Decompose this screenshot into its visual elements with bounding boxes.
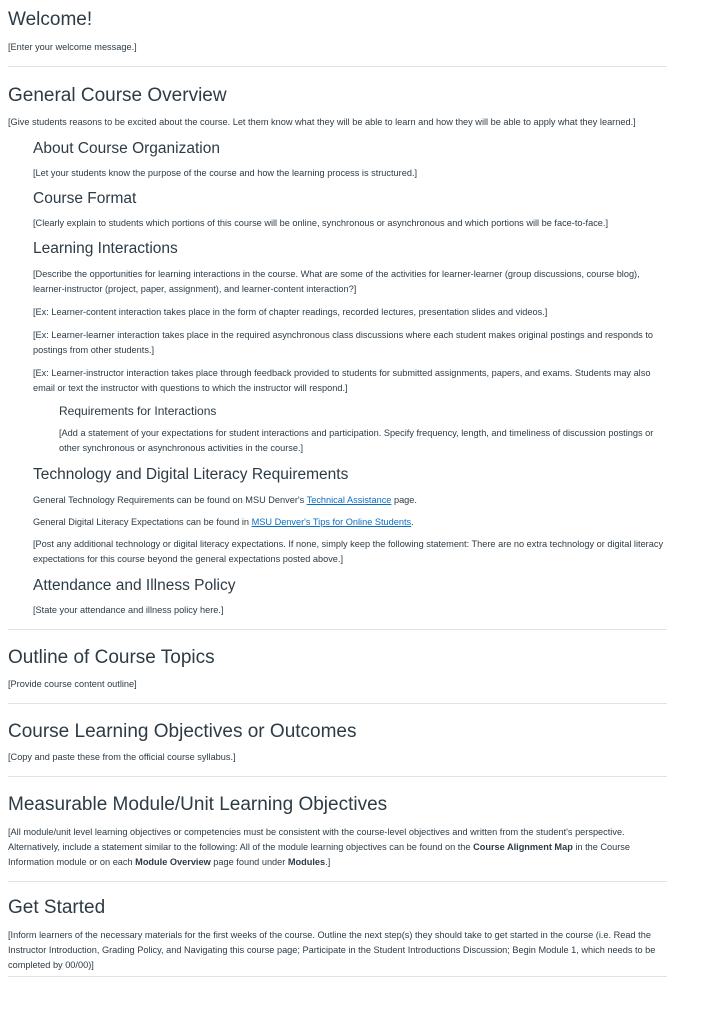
module-objectives-heading: Measurable Module/Unit Learning Objectives [8,794,388,816]
divider [8,881,667,882]
welcome-heading: Welcome! [8,9,93,30]
divider [8,66,667,67]
module-overview-text: Module Overview [135,857,211,868]
tech-requirements-prefix: General Technology Requirements can be found on MSU Denver's [33,494,307,505]
module-objectives-text-c: page found under [210,857,288,868]
module-objectives-text-a: [All module/unit level learning objectives or competencies must be consistent with the course-level objectives and written from the student's perspective. Alternatively, include a statement similar to the following: All of the module learning objectives can be found on the [8,827,625,853]
interactions-example-content: [Ex: Learner-content interaction takes place in the form of chapter readings, recorded lectures, presentation slides and videos.] [33,306,548,317]
outline-heading: Outline of Course Topics [8,646,215,668]
divider [8,776,667,777]
module-objectives-text-b: in the Course Information module or on each [8,842,631,868]
requirements-heading: Requirements for Interactions [59,403,217,418]
attendance-text: [State your attendance and illness policy here.] [33,604,224,615]
interactions-text: [Describe the opportunities for learning interactions in the course. What are some of the activities for learner-learner (group discussions, course blog), learner-instructor (project, paper, assignment), and learner-content interaction?] [33,268,640,294]
module-objectives-text-d: .] [325,857,331,868]
requirements-text: [Add a statement of your expectations for student interactions and participation. Specify frequency, length, and timeliness of discussion postings or other synchronous or asynchronous activities in the course.] [59,428,654,454]
literacy-prefix: General Digital Literacy Expectations can be found in [33,516,252,527]
format-text: [Clearly explain to students which portions of this course will be online, synchronous or asynchronous and which portions will be face-to-face.] [33,218,609,229]
overview-heading: General Course Overview [8,84,227,106]
modules-text: Modules [287,857,326,868]
technical-assistance-link[interactable]: Technical Assistance [306,494,392,505]
interactions-example-learner: [Ex: Learner-learner interaction takes place in the required asynchronous class discussions where each student makes original postings and responds to postings from other students.] [33,329,653,355]
get-started-heading: Get Started [8,897,106,919]
overview-text: [Give students reasons to be excited about the course. Let them know what they will be able to learn and how they will be able to apply what they learned.] [8,116,636,127]
outline-text: [Provide course content outline] [8,678,137,689]
course-alignment-map-text: Course Alignment Map [473,842,573,853]
course-objectives-text: [Copy and paste these from the official course syllabus.] [8,752,236,763]
literacy-text [33,515,667,530]
organization-heading: About Course Organization [33,139,220,157]
divider [8,703,667,704]
attendance-heading: Attendance and Illness Policy [33,576,236,594]
divider [8,629,667,630]
literacy-suffix: . [411,516,414,527]
technology-heading: Technology and Digital Literacy Requirements [33,466,349,484]
interactions-example-instructor: [Ex: Learner-instructor interaction takes place through feedback provided to students for submitted assignments, papers, and exams. Students may also email or text the instructor with questions to which the instructor will respond.] [33,367,651,393]
organization-text: [Let your students know the purpose of the course and how the learning process is structured.] [33,167,418,178]
tech-requirements-text [33,493,667,508]
get-started-text: [Inform learners of the necessary materials for the first weeks of the course. Outline the next step(s) they should take to get started in the course (i.e. Read the Instructor Introduction, Grading Policy, and Navigating this course page; Participate in the Student Introductions Discussion; Begin Module 1, which needs to be completed by 00/00)] [8,929,656,970]
module-objectives-text [8,825,667,870]
format-heading: Course Format [33,189,137,207]
course-objectives-heading: Course Learning Objectives or Outcomes [8,720,357,742]
tech-requirements-suffix: page. [391,494,417,505]
welcome-message: [Enter your welcome message.] [8,41,137,52]
interactions-heading: Learning Interactions [33,240,178,258]
online-tips-link[interactable]: MSU Denver's Tips for Online Students [251,516,412,527]
additional-technology-text: [Post any additional technology or digital literacy expectations. If none, simply keep the following statement: There are no extra technology or digital literacy expectations for this course beyond the general expectations posted above.] [33,538,664,564]
divider [8,976,667,977]
